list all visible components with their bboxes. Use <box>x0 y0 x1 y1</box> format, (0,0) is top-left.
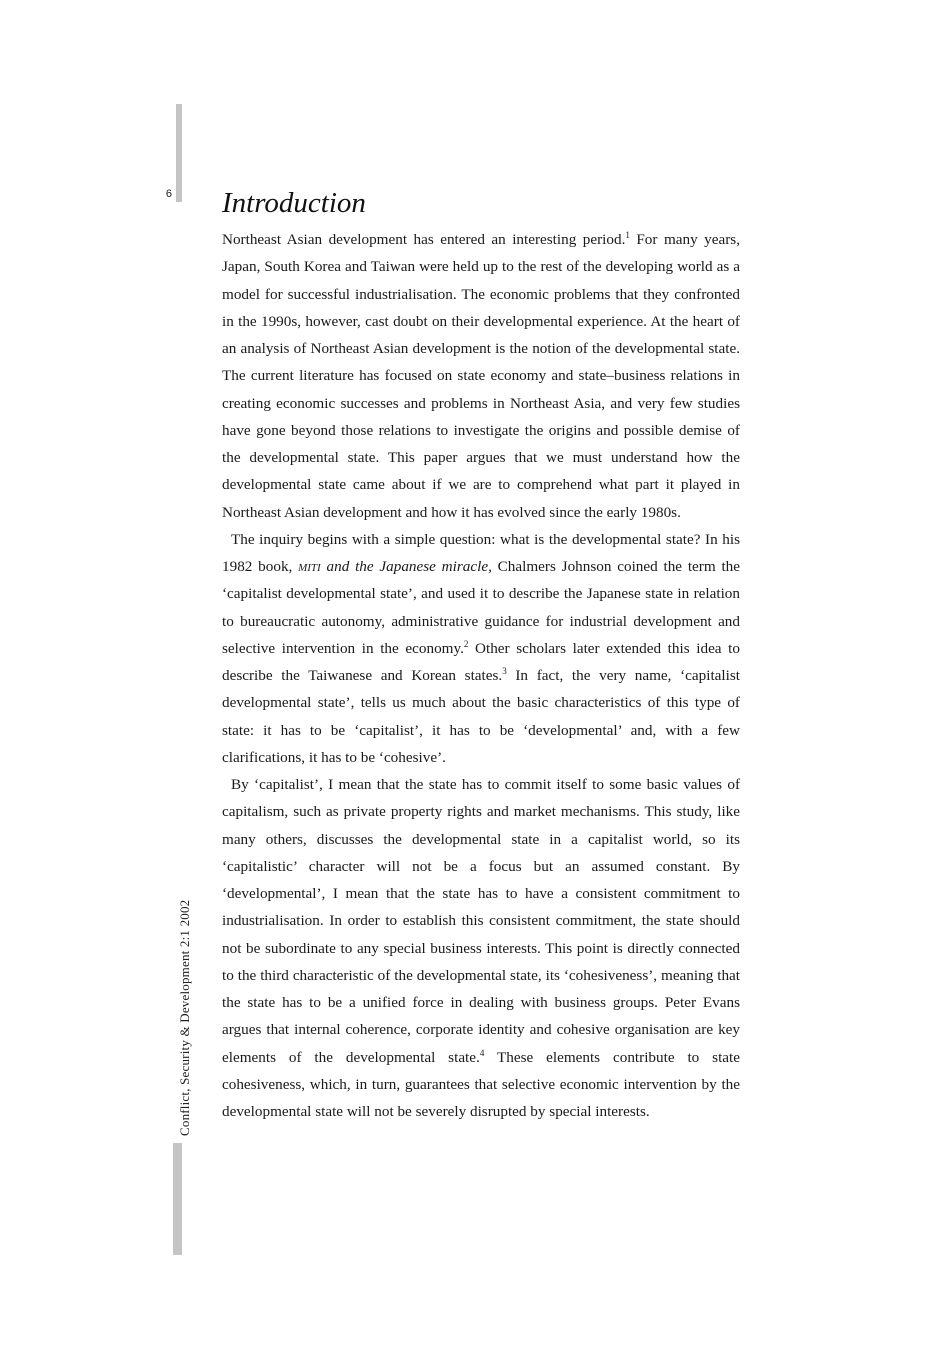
footnote-marker-1[interactable]: 1 <box>625 229 630 240</box>
paragraph-2 <box>222 526 740 771</box>
footnote-marker-2[interactable]: 2 <box>463 638 469 649</box>
footnote-marker-4[interactable]: 4 <box>479 1047 485 1058</box>
book-title: and the Japanese miracle, <box>320 558 492 575</box>
running-head: Conflict, Security & Development 2:1 2002 <box>177 899 192 1136</box>
text-run: By ‘capitalist’, I mean that the state has to commit itself to some basic values of capitalism, such as private property rights and market mechanisms. This study, like many others, discusses the developmental state in a capitalist world, so its ‘capitalistic’ character will not be a focus but an assumed constant. By ‘developmental’, I mean that the state has to have a consistent commitment to industrialisation. In order to establish this consistent commitment, the state should not be subordinate to any special business interests. This point is directly connected to the third characteristic of the developmental state, its ‘cohesiveness’, meaning that the state has to be a unified force in dealing with business groups. Peter Evans argues that internal coherence, corporate identity and cohesive organisation are key elements of the developmental state. <box>222 776 740 1066</box>
text-run: Other scholars later extended this idea to describe the Taiwanese and Korean states. <box>222 639 740 684</box>
top-margin-bar <box>176 104 182 202</box>
text-run: The inquiry begins with a simple question: what is the developmental state? In his 1982 book, <box>222 530 740 575</box>
text-run: Chalmers Johnson coined the term the ‘capitalist developmental state’, and used it to describe the Japanese state in relation to bureaucratic autonomy, administrative guidance for industrial development and selective intervention in the economy. <box>222 558 740 657</box>
text-run: For many years, Japan, South Korea and Taiwan were held up to the rest of the developing world as a model for successful industrialisation. The economic problems that they confronted in the 1990s, however, cast doubt on their developmental experience. At the heart of an analysis of Northeast Asian development is the notion of the developmental state. The current literature has focused on state economy and state–business relations in creating economic successes and problems in Northeast Asia, and very few studies have gone beyond those relations to investigate the origins and possible demise of the developmental state. This paper argues that we must understand how the developmental state came about if we are to comprehend what part it played in Northeast Asian development and how it has evolved since the early 1980s. <box>222 231 740 521</box>
text-run: Northeast Asian development has entered an interesting period. <box>222 231 626 248</box>
text-run: These elements contribute to state cohesiveness, which, in turn, guarantees that selective economic intervention by the developmental state will not be severely disrupted by special interests. <box>222 1048 741 1120</box>
section-heading: Introduction <box>222 187 366 219</box>
paragraph-3 <box>222 771 740 1125</box>
text-run: In fact, the very name, ‘capitalist developmental state’, tells us much about the basic characteristics of this type of state: it has to be ‘capitalist’, it has to be ‘developmental’ and, with a few clarifications, it has to be ‘cohesive’. <box>222 667 740 766</box>
paragraph-1 <box>222 226 740 526</box>
page-number: 6 <box>165 188 172 200</box>
book-title-abbrev: miti <box>298 558 321 575</box>
footnote-marker-3[interactable]: 3 <box>502 665 507 676</box>
article-body <box>222 184 740 1125</box>
bottom-margin-bar <box>173 1143 182 1255</box>
